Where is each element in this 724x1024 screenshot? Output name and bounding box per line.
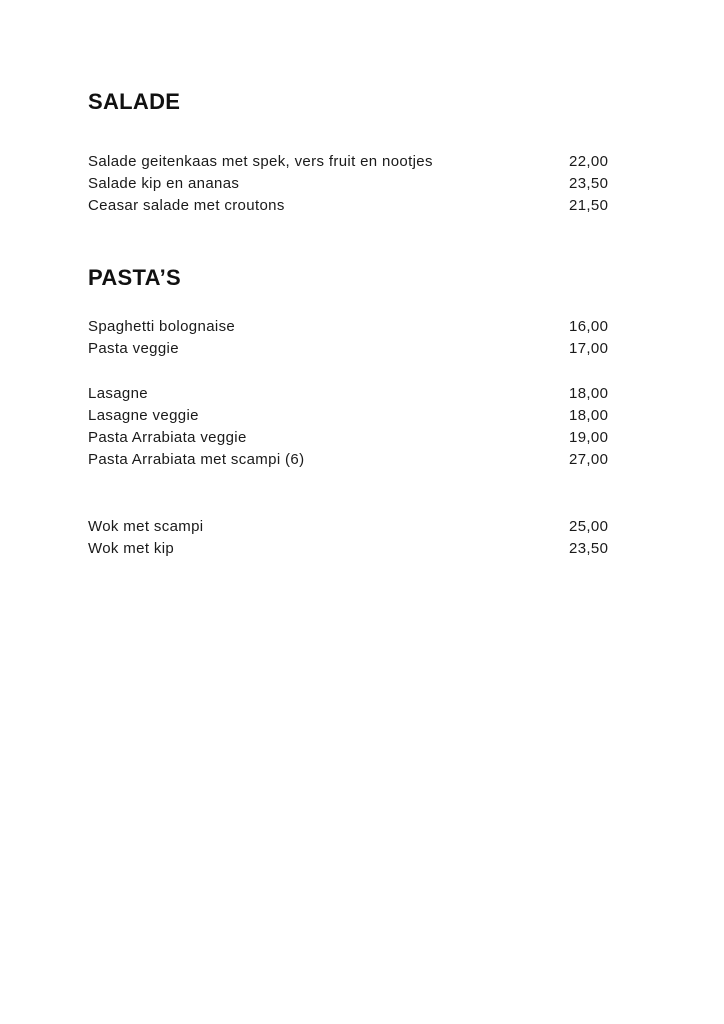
item-name: Wok met scampi: [88, 518, 204, 535]
item-price: 17,00: [569, 340, 609, 357]
item-price: 22,00: [569, 153, 609, 170]
menu-item: [88, 316, 628, 338]
item-price: 18,00: [569, 407, 609, 424]
menu-item: [88, 173, 628, 195]
item-name: Lasagne: [88, 385, 149, 402]
menu-item: [88, 383, 628, 405]
item-name: Lasagne veggie: [88, 407, 199, 424]
menu-item: [88, 516, 628, 538]
item-name: Ceasar salade met croutons: [88, 197, 285, 214]
item-name: Pasta veggie: [88, 340, 179, 357]
item-name: Pasta Arrabiata veggie: [88, 429, 247, 446]
item-price: 16,00: [569, 318, 609, 335]
item-price: 18,00: [569, 385, 609, 402]
menu-group-salade: [88, 151, 628, 217]
menu-item: [88, 427, 628, 449]
item-name: Pasta Arrabiata met scampi (6): [88, 451, 305, 468]
item-price: 23,50: [569, 540, 609, 557]
item-name: Spaghetti bolognaise: [88, 318, 236, 335]
item-name: Wok met kip: [88, 540, 175, 557]
item-price: 21,50: [569, 197, 609, 214]
section-heading-pastas: PASTA’S: [88, 265, 181, 290]
item-name: Salade geitenkaas met spek, vers fruit en nootjes: [88, 153, 433, 170]
section-heading-salade: SALADE: [88, 89, 181, 114]
menu-group-pasta-1: [88, 316, 628, 360]
menu-item: [88, 405, 628, 427]
item-price: 27,00: [569, 451, 609, 468]
item-name: Salade kip en ananas: [88, 175, 240, 192]
menu-item: [88, 151, 628, 173]
item-price: 23,50: [569, 175, 609, 192]
item-price: 19,00: [569, 429, 609, 446]
menu-item: [88, 338, 628, 360]
menu-item: [88, 449, 628, 471]
menu-group-wok: [88, 516, 628, 560]
menu-item: [88, 538, 628, 560]
item-price: 25,00: [569, 518, 609, 535]
menu-group-pasta-2: [88, 383, 628, 471]
menu-item: [88, 195, 628, 217]
